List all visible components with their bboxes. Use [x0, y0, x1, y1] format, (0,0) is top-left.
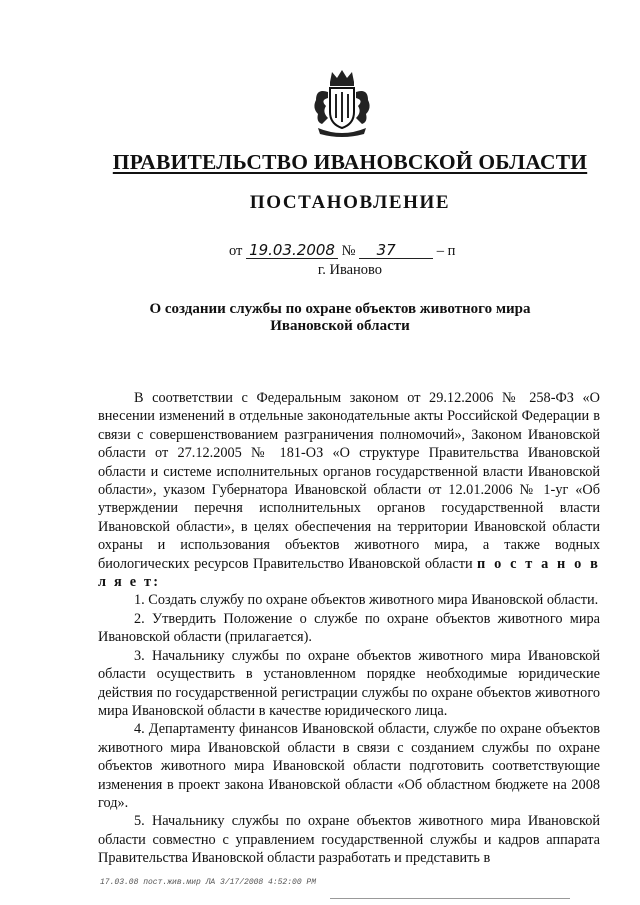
list-item: 1. Создать службу по охране объектов животного мира Ивановской области.	[134, 592, 599, 609]
list-item: 5. Начальнику службы по охране объектов животного мира Ивановской области совместно с управлением государственной службы и кадров аппарата Правительства Ивановской области разработать и представить в	[98, 813, 600, 867]
preamble-text: В соответствии с Федеральным законом от 29.12.2006 № 258-ФЗ «О внесении изменений в отдельные законодательные акты Российской Федерации в связи с совершенствованием разграничения полномочий», Законом Ивановской области от 27.12.2005 № 181-ОЗ «О структуре Правительства Ивановской области и системе исполнительных органов государственной власти Ивановской области», указом Губернатора Ивановской области от 12.01.2006 № 1-уг «Об утверждении перечня исполнительных органов государственной власти Ивановской области», в целях обеспечения на территории Ивановской области охраны и использования объектов животного мира, а также водных биологических ресурсов Правительство Ивановской области	[98, 390, 600, 572]
document-subject	[100, 301, 580, 335]
document-body	[98, 389, 600, 868]
list-item: 2. Утвердить Положение о службе по охране объектов животного мира Ивановской области (прилагается).	[98, 610, 600, 646]
city: г. Иваново	[317, 262, 383, 278]
handwritten-date: 19.03.2008	[246, 243, 338, 259]
bottom-rule	[330, 898, 570, 899]
subject-line: Ивановской области	[270, 318, 410, 334]
subject-line: О создании службы по охране объектов животного мира	[149, 301, 531, 317]
handwritten-number: 37	[359, 243, 433, 259]
date-prefix: от	[229, 243, 243, 259]
date-number-line	[229, 243, 455, 260]
number-prefix: №	[341, 243, 356, 259]
list-item: 3. Начальнику службы по охране объектов животного мира Ивановской области осуществить в установленном порядке необходимые юридические действия по государственной регистрации службы по охране объектов животного мира Ивановской области в качестве юридического лица.	[98, 647, 600, 719]
preamble-paragraph	[98, 389, 600, 591]
document-type: ПОСТАНОВЛЕНИЕ	[249, 192, 451, 213]
resolves-keyword: п о с т а н о в л я е т:	[98, 555, 601, 591]
list-item: 4. Департаменту финансов Ивановской области, службе по охране объектов животного мира Ивановской области в связи с созданием службы по охране объектов животного мира Ивановской области подготовить соответствующие изменения в проект закона Ивановской области «Об областном бюджете на 2008 год».	[98, 721, 600, 811]
coat-of-arms-icon	[308, 68, 376, 140]
government-title: ПРАВИТЕЛЬСТВО ИВАНОВСКОЙ ОБЛАСТИ	[112, 150, 588, 174]
footer-file-stamp: 17.03.08 пост.жив.мир ЛА 3/17/2008 4:52:00 PM	[100, 878, 317, 887]
number-suffix: – п	[436, 243, 456, 259]
